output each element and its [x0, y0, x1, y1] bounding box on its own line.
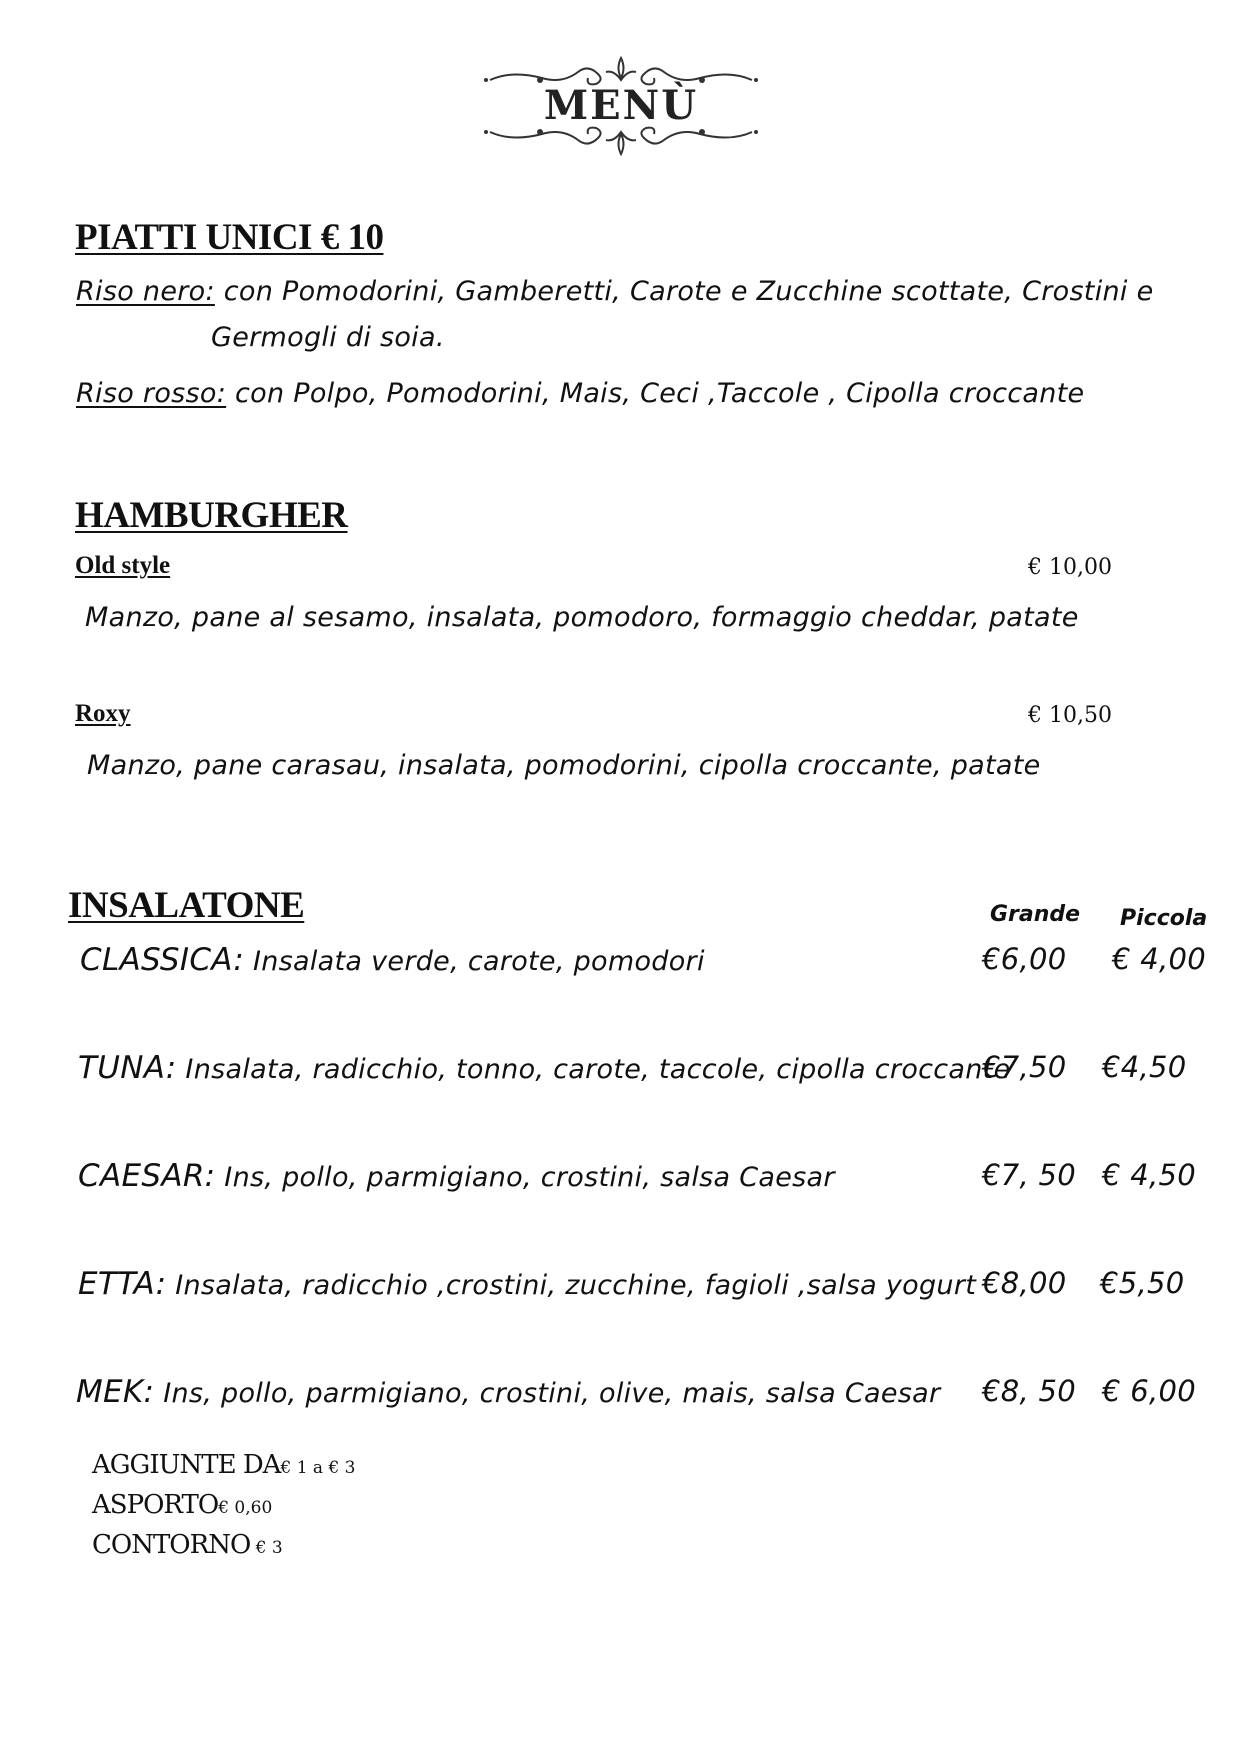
item-roxy-price: € 10,50	[1028, 703, 1112, 728]
item-name: Riso nero:	[76, 276, 215, 307]
extra-value: € 0,60	[218, 1498, 273, 1518]
item-roxy-desc: Manzo, pane carasau, insalata, pomodorini, cipolla croccante, patate	[87, 750, 1041, 781]
extra-aggiunte	[92, 1450, 355, 1480]
salad-tuna-grande-price: €7,50	[982, 1050, 1067, 1084]
salad-mek	[76, 1374, 940, 1410]
salad-desc: Insalata, radicchio, tonno, carote, taccole, cipolla croccante	[176, 1054, 1011, 1085]
section-title-piatti-unici: PIATTI UNICI € 10	[75, 217, 384, 258]
extra-label: CONTORNO	[92, 1530, 251, 1560]
section-title-hamburgher: HAMBURGHER	[75, 495, 348, 536]
salad-desc: Insalata, radicchio ,crostini, zucchine, fagioli ,salsa yogurt	[166, 1270, 977, 1301]
salad-etta-grande-price: €8,00	[982, 1266, 1067, 1300]
salad-etta	[78, 1266, 976, 1302]
salad-desc: Ins, pollo, parmigiano, crostini, salsa Caesar	[215, 1162, 835, 1193]
extra-value: € 3	[250, 1538, 283, 1558]
salad-name: ETTA:	[78, 1266, 167, 1302]
salad-name: TUNA:	[78, 1050, 177, 1086]
item-riso-nero-desc-continued: Germogli di soia.	[211, 322, 445, 353]
item-desc: con Pomodorini, Gamberetti, Carote e Zucchine scottate, Crostini e	[214, 276, 1154, 307]
salad-desc: Insalata verde, carote, pomodori	[244, 946, 705, 977]
salad-classica-grande-price: €6,00	[982, 942, 1067, 976]
salad-classica-piccola-price: € 4,00	[1112, 942, 1207, 976]
salad-tuna	[78, 1050, 1010, 1086]
salad-caesar	[78, 1158, 835, 1194]
salad-caesar-piccola-price: € 4,50	[1102, 1158, 1197, 1192]
salad-name: MEK:	[76, 1374, 155, 1410]
extra-asporto	[92, 1490, 272, 1520]
extra-label: AGGIUNTE DA	[92, 1450, 281, 1480]
salad-caesar-grande-price: €7, 50	[982, 1158, 1077, 1192]
salad-classica	[80, 942, 705, 978]
item-riso-nero	[76, 276, 1154, 307]
item-desc: con Polpo, Pomodorini, Mais, Ceci ,Taccole , Cipolla croccante	[226, 378, 1085, 409]
salad-mek-grande-price: €8, 50	[982, 1374, 1077, 1408]
extra-label: ASPORTO	[92, 1490, 219, 1520]
item-roxy-name: Roxy	[75, 700, 131, 727]
item-old-style-desc: Manzo, pane al sesamo, insalata, pomodoro, formaggio cheddar, patate	[85, 602, 1079, 633]
salad-name: CLASSICA:	[80, 942, 245, 978]
column-header-grande: Grande	[990, 902, 1081, 927]
column-header-piccola: Piccola	[1120, 906, 1208, 931]
extra-value: € 1 a € 3	[280, 1458, 356, 1478]
item-old-style-price: € 10,00	[1028, 555, 1112, 580]
section-title-insalatone: INSALATONE	[68, 885, 305, 926]
item-riso-rosso	[76, 378, 1084, 409]
salad-etta-piccola-price: €5,50	[1100, 1266, 1185, 1300]
extra-contorno	[92, 1530, 283, 1560]
menu-logo	[482, 50, 760, 162]
salad-desc: Ins, pollo, parmigiano, crostini, olive, mais, salsa Caesar	[154, 1378, 941, 1409]
salad-name: CAESAR:	[78, 1158, 216, 1194]
item-name: Riso rosso:	[76, 378, 227, 409]
logo-text: MENÙ	[543, 82, 699, 129]
salad-tuna-piccola-price: €4,50	[1102, 1050, 1187, 1084]
salad-mek-piccola-price: € 6,00	[1102, 1374, 1197, 1408]
item-old-style-name: Old style	[75, 552, 171, 579]
